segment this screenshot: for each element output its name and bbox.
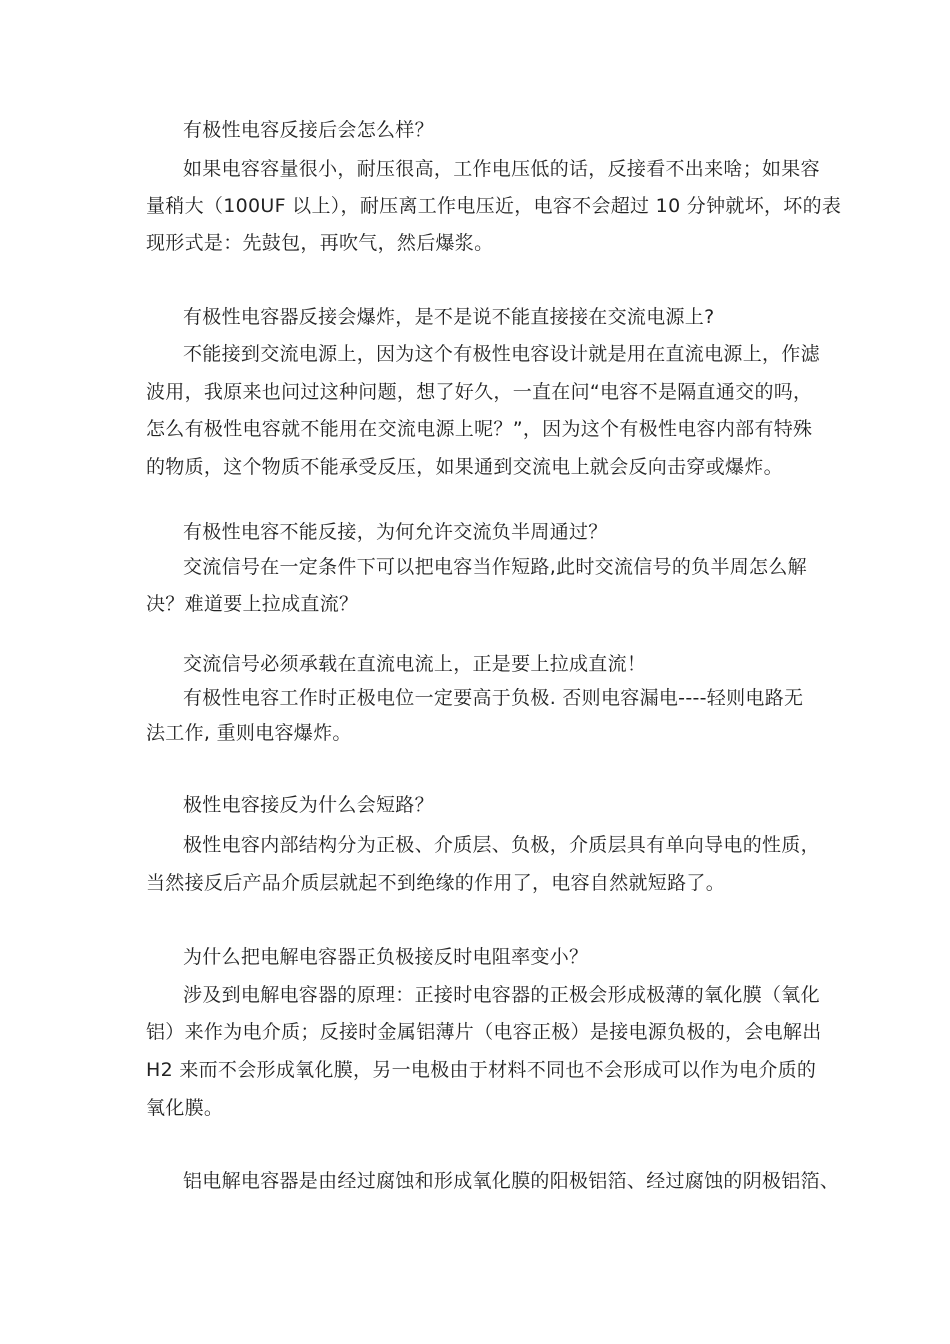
paragraph-line: 有极性电容工作时正极电位一定要高于负极. 否则电容漏电----轻则电路无	[183, 687, 804, 709]
paragraph-line: 交流信号必须承载在直流电流上，正是要上拉成直流！	[183, 653, 647, 675]
paragraph-line: 决？难道要上拉成直流？	[146, 593, 359, 615]
paragraph-line: H2 来而不会形成氧化膜，另一电极由于材料不同也不会形成可以作为电介质的	[146, 1059, 817, 1081]
paragraph-line: 如果电容容量很小，耐压很高，工作电压低的话，反接看不出来啥；如果容	[183, 158, 820, 180]
paragraph-line: 现形式是：先鼓包，再吹气，然后爆浆。	[146, 232, 494, 254]
question-heading: 有极性电容器反接会爆炸，是不是说不能直接接在交流电源上?	[183, 306, 715, 328]
paragraph-line: 铝）来作为电介质；反接时金属铝薄片（电容正极）是接电源负极的，会电解出	[146, 1021, 822, 1043]
question-heading: 极性电容接反为什么会短路？	[183, 794, 434, 816]
paragraph-line: 极性电容内部结构分为正极、介质层、负极，介质层具有单向导电的性质，	[183, 834, 820, 856]
question-heading: 有极性电容不能反接，为何允许交流负半周通过？	[183, 521, 608, 543]
paragraph-line: 涉及到电解电容器的原理：正接时电容器的正极会形成极薄的氧化膜（氧化	[183, 984, 820, 1006]
paragraph-line: 铝电解电容器是由经过腐蚀和形成氧化膜的阳极铝箔、经过腐蚀的阴极铝箔、	[183, 1170, 840, 1192]
paragraph-line: 氧化膜。	[146, 1097, 224, 1119]
paragraph-line: 法工作, 重则电容爆炸。	[146, 722, 352, 744]
paragraph-line: 量稍大（100UF 以上），耐压离工作电压近，电容不会超过 10 分钟就坏，坏的表	[146, 195, 842, 217]
paragraph-line: 不能接到交流电源上，因为这个有极性电容设计就是用在直流电源上，作滤	[183, 343, 820, 365]
paragraph-line: 的物质，这个物质不能承受反压，如果通到交流电上就会反向击穿或爆炸。	[146, 456, 783, 478]
paragraph-line: 交流信号在一定条件下可以把电容当作短路,此时交流信号的负半周怎么解	[183, 556, 807, 578]
paragraph-line: 波用，我原来也问过这种问题，想了好久，一直在问“电容不是隔直通交的吗，	[146, 381, 813, 403]
question-heading: 为什么把电解电容器正负极接反时电阻率变小？	[183, 946, 589, 968]
paragraph-line: 怎么有极性电容就不能用在交流电源上呢？”，因为这个有极性电容内部有特殊	[146, 418, 813, 440]
paragraph-line: 当然接反后产品介质层就起不到绝缘的作用了，电容自然就短路了。	[146, 872, 726, 894]
question-heading: 有极性电容反接后会怎么样？	[183, 119, 434, 141]
